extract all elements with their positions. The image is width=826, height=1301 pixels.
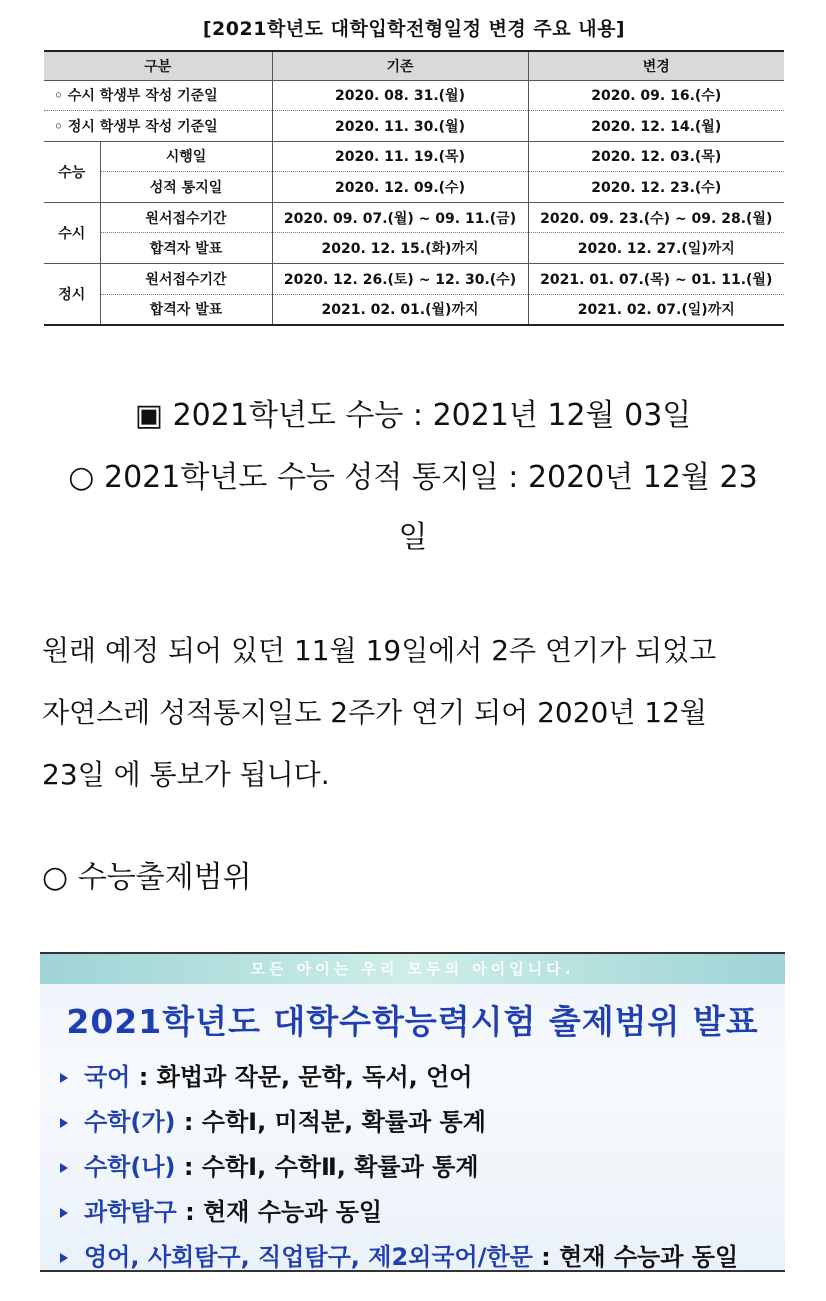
row-after: 2021. 01. 07.(목) ~ 01. 11.(월)	[528, 264, 784, 295]
row-before: 2020. 12. 09.(수)	[272, 172, 528, 203]
subject-name: 국어	[84, 1063, 131, 1091]
triangle-bullet-icon	[60, 1073, 68, 1083]
table-row	[44, 172, 784, 203]
table-row	[44, 141, 784, 172]
subject-scope: : 수학Ⅰ, 미적분, 확률과 통계	[175, 1108, 486, 1136]
row-sub: 성적 통지일	[100, 172, 272, 203]
row-after: 2020. 12. 03.(목)	[528, 141, 784, 172]
triangle-bullet-icon	[60, 1118, 68, 1128]
row-after: 2020. 09. 23.(수) ~ 09. 28.(월)	[528, 202, 784, 233]
row-category: 정시	[44, 264, 100, 325]
subject-name: 수학(나)	[84, 1153, 176, 1181]
table-row	[44, 111, 784, 142]
row-sub: 합격자 발표	[100, 294, 272, 325]
score-date-line: ○ 2021학년도 수능 성적 통지일 : 2020년 12월 23	[68, 460, 758, 495]
subject-name: 수학(가)	[84, 1108, 176, 1136]
list-item	[60, 1235, 785, 1272]
table-row	[44, 294, 784, 325]
subject-scope: : 현재 수능과 동일	[176, 1198, 383, 1226]
scope-heading: ○ 수능출제범위	[42, 860, 252, 895]
subject-name: 영어, 사회탐구, 직업탐구, 제2외국어/한문	[84, 1243, 533, 1271]
table-row	[44, 233, 784, 264]
list-item	[60, 1055, 785, 1100]
table-title: [2021학년도 대학입학전형일정 변경 주요 내용]	[202, 18, 626, 40]
row-after: 2020. 12. 23.(수)	[528, 172, 784, 203]
row-after: 2020. 12. 27.(일)까지	[528, 233, 784, 264]
header-after: 변경	[528, 51, 784, 80]
table-row	[44, 202, 784, 233]
row-sub: 원서접수기간	[100, 202, 272, 233]
scope-list	[40, 1055, 785, 1272]
triangle-bullet-icon	[60, 1163, 68, 1173]
exam-date-line: ▣ 2021학년도 수능 : 2021년 12월 03일	[134, 398, 692, 433]
schedule-table-image	[44, 10, 784, 326]
list-item	[60, 1190, 785, 1235]
row-before: 2021. 02. 01.(월)까지	[272, 294, 528, 325]
paragraph-line: 23일 에 통보가 됩니다.	[42, 758, 330, 791]
exam-scope-banner	[40, 952, 785, 1272]
subject-scope: : 화법과 작문, 문학, 독서, 언어	[130, 1063, 473, 1091]
row-before: 2020. 12. 26.(토) ~ 12. 30.(수)	[272, 264, 528, 295]
row-category: 수시	[44, 202, 100, 263]
header-before: 기존	[272, 51, 528, 80]
row-before: 2020. 12. 15.(화)까지	[272, 233, 528, 264]
paragraph-line: 자연스레 성적통지일도 2주가 연기 되어 2020년 12월	[42, 696, 707, 729]
table-row	[44, 264, 784, 295]
row-after: 2020. 09. 16.(수)	[528, 80, 784, 111]
row-sub: 합격자 발표	[100, 233, 272, 264]
banner-slogan: 모든 아이는 우리 모두의 아이입니다.	[40, 954, 785, 984]
list-item	[60, 1145, 785, 1190]
triangle-bullet-icon	[60, 1253, 68, 1263]
row-before: 2020. 11. 30.(월)	[272, 111, 528, 142]
subject-name: 과학탐구	[84, 1198, 177, 1226]
header-category: 구분	[44, 51, 272, 80]
row-after: 2020. 12. 14.(월)	[528, 111, 784, 142]
table-row	[44, 80, 784, 111]
row-category: 수능	[44, 141, 100, 202]
row-sub: 시행일	[100, 141, 272, 172]
subject-scope: : 현재 수능과 동일	[532, 1243, 739, 1271]
row-label: ◦ 정시 학생부 작성 기준일	[44, 111, 272, 142]
paragraph-line: 원래 예정 되어 있던 11월 19일에서 2주 연기가 되었고	[42, 634, 717, 667]
row-before: 2020. 09. 07.(월) ~ 09. 11.(금)	[272, 202, 528, 233]
row-before: 2020. 11. 19.(목)	[272, 141, 528, 172]
row-label: ◦ 수시 학생부 작성 기준일	[44, 80, 272, 111]
subject-scope: : 수학Ⅰ, 수학Ⅱ, 확률과 통계	[175, 1153, 479, 1181]
row-sub: 원서접수기간	[100, 264, 272, 295]
triangle-bullet-icon	[60, 1208, 68, 1218]
banner-title: 2021학년도 대학수학능력시험 출제범위 발표	[66, 1002, 759, 1041]
row-after: 2021. 02. 07.(일)까지	[528, 294, 784, 325]
row-before: 2020. 08. 31.(월)	[272, 80, 528, 111]
score-date-line-cont: 일	[398, 520, 428, 555]
list-item	[60, 1100, 785, 1145]
table-header-row	[44, 51, 784, 80]
explanation-paragraph	[42, 626, 802, 800]
schedule-table	[44, 50, 784, 326]
